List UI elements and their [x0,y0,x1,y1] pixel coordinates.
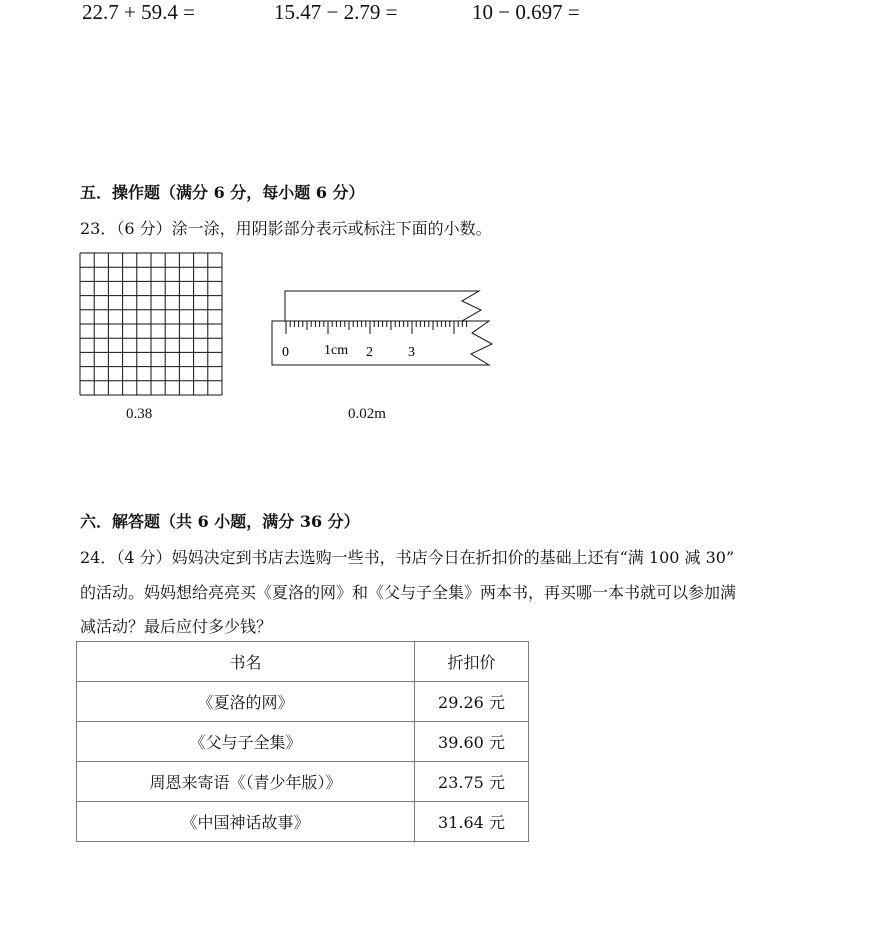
question-24-line-1: 24．（4 分）妈妈决定到书店去选购一些书，书店今日在折扣价的基础上还有“满 100 减 30” [80,548,735,567]
calc-expr-1: 22.7 + 59.4 = [82,0,195,24]
ruler-label-1cm: 1cm [324,343,349,358]
hundred-grid[interactable] [79,252,224,397]
table-row [77,682,529,722]
book-price-cell: 23.75 元 [415,762,529,802]
header-book-name: 书名 [77,642,415,682]
question-23-text: 23．（6 分）涂一涂，用阴影部分表示或标注下面的小数。 [80,219,492,238]
ruler-figure[interactable] [268,288,494,370]
book-price-table [76,641,529,842]
table-row [77,722,529,762]
section-6-heading: 六．解答题（共 6 小题，满分 36 分） [80,512,360,531]
question-24-line-2: 的活动。妈妈想给亮亮买《夏洛的网》和《父与子全集》两本书，再买哪一本书就可以参加满 [80,583,737,602]
ruler-caption: 0.02m [348,406,386,422]
section-5-heading: 五．操作题（满分 6 分，每小题 6 分） [80,183,365,202]
book-name-cell: 《中国神话故事》 [77,802,415,842]
book-name-cell: 《父与子全集》 [77,722,415,762]
ruler-label-3: 3 [408,345,415,360]
book-name-cell: 周恩来寄语《（青少年版）》 [77,762,415,802]
table-row [77,802,529,842]
question-24-line-3: 减活动？最后应付多少钱？ [80,617,273,636]
calc-expr-3: 10 − 0.697 = [472,0,580,24]
book-name-cell: 《夏洛的网》 [77,682,415,722]
ruler-label-0: 0 [282,345,289,360]
ruler-top-strip [285,291,481,321]
book-price-cell: 31.64 元 [415,802,529,842]
table-header-row [77,642,529,682]
book-price-cell: 29.26 元 [415,682,529,722]
book-price-cell: 39.60 元 [415,722,529,762]
header-price: 折扣价 [415,642,529,682]
table-row [77,762,529,802]
ruler-body [272,321,492,365]
ruler-label-2: 2 [366,345,373,360]
grid-caption: 0.38 [126,406,153,422]
calc-expr-2: 15.47 − 2.79 = [274,0,398,24]
